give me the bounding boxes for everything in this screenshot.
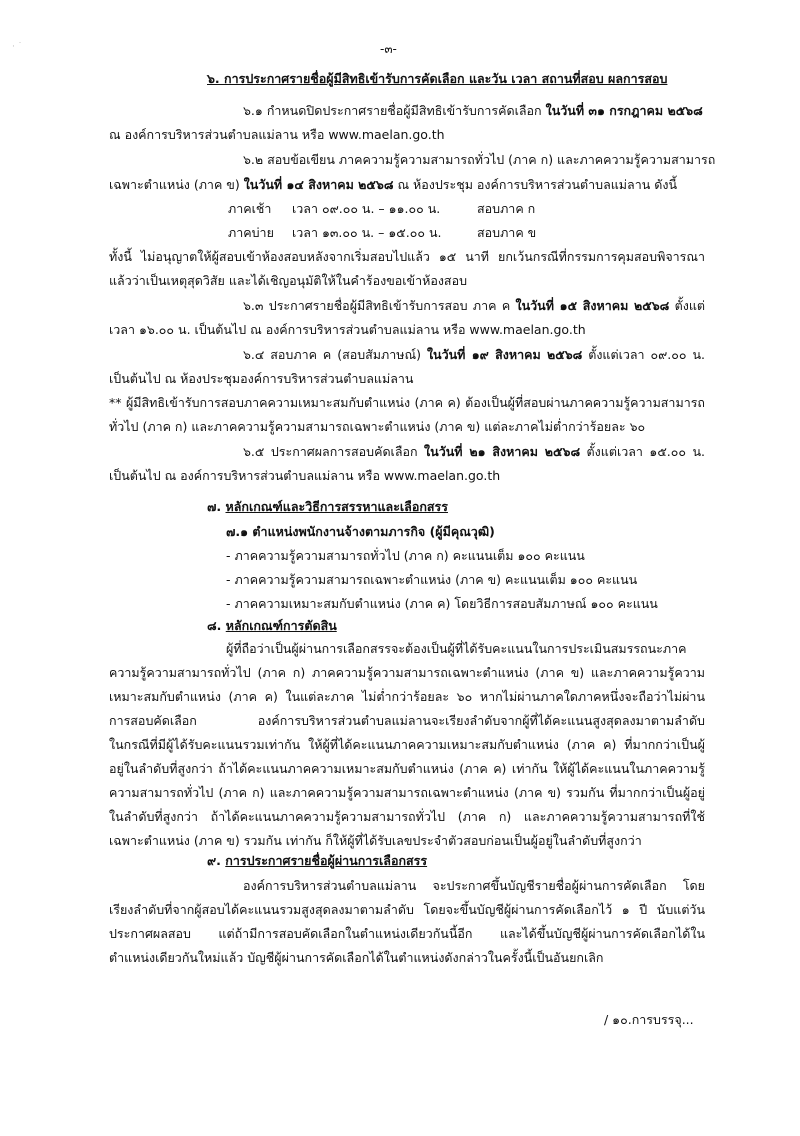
para-6-2-line-2: เฉพาะตำแหน่ง (ภาค ข) ในวันที่ ๑๔ สิงหาคม ๒๕๖๘ ณ ห้องประชุม องค์การบริหารส่วนตำบลแม่ลาน ดังนี้ — [109, 177, 678, 192]
afternoon-part: สอบภาค ข — [477, 225, 537, 240]
para-6-3-line-2: เวลา ๑๖.๐๐ น. เป็นต้นไป ณ องค์การบริหารส่วนตำบลแม่ลาน หรือ www.maelan.go.th — [109, 322, 586, 337]
judging-line-9: เฉพาะตำแหน่ง (ภาค ข) รวมกัน เท่ากัน ก็ให้ผู้ที่ได้รับเลขประจำตัวสอบก่อนเป็นผู้อยู่ในลำดับที่สูงกว่า — [109, 833, 642, 848]
afternoon-label: ภาคบ่าย — [228, 225, 274, 240]
para-6-3-line-1: ๖.๓ ประกาศรายชื่อผู้มีสิทธิเข้ารับการสอบ ภาค ค ในวันที่ ๑๕ สิงหาคม ๒๕๖๘ ตั้งแต่ — [243, 298, 705, 313]
para-6-5-line-2: เป็นต้นไป ณ องค์การบริหารส่วนตำบลแม่ลาน หรือ www.maelan.go.th — [109, 468, 501, 483]
judging-line-4: การสอบคัดเลือก องค์การบริหารส่วนตำบลแม่ลานจะเรียงลำดับจากผู้ที่ได้คะแนนสูงสุดลงมาตามลำดับ — [109, 713, 705, 728]
para-6-4-line-1: ๖.๔ สอบภาค ค (สอบสัมภาษณ์) ในวันที่ ๑๙ สิงหาคม ๒๕๖๘ ตั้งแต่เวลา ๐๙.๐๐ น. — [243, 347, 705, 362]
page-number: -๓- — [380, 42, 397, 56]
note-line-1: ** ผู้มีสิทธิเข้ารับการสอบภาคความเหมาะสมกับตำแหน่ง (ภาค ค) ต้องเป็นผู้ที่สอบผ่านภาคความรู้ความสามารถ — [109, 395, 705, 410]
para-6-4-line-2: เป็นต้นไป ณ ห้องประชุมองค์การบริหารส่วนตำบลแม่ลาน — [109, 371, 414, 386]
afternoon-time: เวลา ๑๓.๐๐ น. – ๑๕.๐๐ น. — [292, 225, 442, 240]
judging-line-5: ในกรณีที่มีผู้ได้รับคะแนนรวมเท่ากัน ให้ผู้ที่ได้คะแนนภาคความเหมาะสมกับตำแหน่ง (ภาค ค) ที่มากกว่าเป็นผู้ — [109, 737, 705, 752]
para-6-1-line-1: ๖.๑ กำหนดปิดประกาศรายชื่อผู้มีสิทธิเข้ารับการคัดเลือก ในวันที่ ๓๑ กรกฎาคม ๒๕๖๘ — [243, 103, 703, 118]
scan-speck: · ˙ — [12, 42, 23, 52]
criteria-item-2: - ภาคความรู้ความสามารถเฉพาะตำแหน่ง (ภาค ข) คะแนนเต็ม ๑๐๐ คะแนน — [226, 572, 638, 587]
criteria-item-1: - ภาคความรู้ความสามารถทั่วไป (ภาค ก) คะแนนเต็ม ๑๐๐ คะแนน — [226, 548, 585, 563]
criteria-item-3: - ภาคความเหมาะสมกับตำแหน่ง (ภาค ค) โดยวิธีการสอบสัมภาษณ์ ๑๐๐ คะแนน — [226, 596, 658, 611]
announcement-line-1: องค์การบริหารส่วนตำบลแม่ลาน จะประกาศขึ้นบัญชีรายชื่อผู้ผ่านการคัดเลือก โดย — [243, 878, 705, 893]
judging-line-3: เหมาะสมกับตำแหน่ง (ภาค ค) ในแต่ละภาค ไม่ต่ำกว่าร้อยละ ๖๐ หากไม่ผ่านภาคใดภาคหนึ่งจะถือว่าไม่ผ่าน — [109, 689, 705, 704]
section-9-heading: ๙. การประกาศรายชื่อผู้ผ่านการเลือกสรร — [207, 853, 428, 868]
judging-line-2: ความรู้ความสามารถทั่วไป (ภาค ก) ภาคความรู้ความสามารถเฉพาะตำแหน่ง (ภาค ข) และภาคความรู้ความ — [109, 665, 705, 680]
announcement-line-4: ตำแหน่งเดียวกันใหม่แล้ว บัญชีผู้ผ่านการคัดเลือกได้ในตำแหน่งดังกล่าวในครั้งนี้เป็นอันยกเลิก — [109, 950, 604, 965]
note-line-2: ทั่วไป (ภาค ก) และภาคความรู้ความสามารถเฉพาะตำแหน่ง (ภาค ข) แต่ละภาคไม่ต่ำกว่าร้อยละ ๖๐ — [109, 419, 646, 434]
section-7-heading: ๗. หลักเกณฑ์และวิธีการสรรหาและเลือกสรร — [207, 499, 448, 514]
continuation-marker: / ๑๐.การบรรจุ... — [604, 1012, 694, 1027]
late-rule-line-1: ทั้งนี้ ไม่อนุญาตให้ผู้สอบเข้าห้องสอบหลังจากเริ่มสอบไปแล้ว ๑๕ นาที ยกเว้นกรณีที่กรรมการคุมสอบพิจารณา — [109, 249, 705, 264]
section-6-heading: ๖. การประกาศรายชื่อผู้มีสิทธิเข้ารับการคัดเลือก และวัน เวลา สถานที่สอบ ผลการสอบ — [207, 71, 668, 86]
section-8-heading: ๘. หลักเกณฑ์การตัดสิน — [207, 618, 337, 633]
para-6-1-line-2: ณ องค์การบริหารส่วนตำบลแม่ลาน หรือ www.maelan.go.th — [109, 127, 445, 142]
announcement-line-2: เรียงลำดับที่จากผู้สอบได้คะแนนรวมสูงสุดลงมาตามลำดับ โดยจะขึ้นบัญชีผู้ผ่านการคัดเลือกไว้ ๑ ปี นับแต่วัน — [109, 902, 705, 917]
announcement-line-3: ประกาศผลสอบ แต่ถ้ามีการสอบคัดเลือกในตำแหน่งเดียวกันนี้อีก และได้ขึ้นบัญชีผู้ผ่านการคัดเลือกได้ใน — [109, 926, 705, 941]
para-6-5-line-1: ๖.๕ ประกาศผลการสอบคัดเลือก ในวันที่ ๒๑ สิงหาคม ๒๕๖๘ ตั้งแต่เวลา ๑๕.๐๐ น. — [243, 444, 706, 459]
late-rule-line-2: แล้วว่าเป็นเหตุสุดวิสัย และได้เชิญอนุมัติให้ในคำร้องขอเข้าห้องสอบ — [109, 273, 468, 288]
para-6-2-line-1: ๖.๒ สอบข้อเขียน ภาคความรู้ความสามารถทั่วไป (ภาค ก) และภาคความรู้ความสามารถ — [243, 152, 716, 167]
morning-part: สอบภาค ก — [477, 201, 536, 216]
judging-line-7: ความสามารถทั่วไป (ภาค ก) และภาคความรู้ความสามารถเฉพาะตำแหน่ง (ภาค ข) รวมกัน ที่มากกว่าเป็นผู้อยู่ — [109, 785, 705, 800]
section-7-1-heading: ๗.๑ ตำแหน่งพนักงานจ้างตามภารกิจ (ผู้มีคุณวุฒิ) — [226, 524, 495, 539]
morning-label: ภาคเช้า — [228, 201, 272, 216]
judging-line-6: อยู่ในลำดับที่สูงกว่า ถ้าได้คะแนนภาคความเหมาะสมกับตำแหน่ง (ภาค ค) เท่ากัน ให้ผู้ได้คะแนนในภาคความรู้ — [109, 761, 705, 776]
morning-time: เวลา ๐๙.๐๐ น. – ๑๑.๐๐ น. — [292, 201, 441, 216]
judging-line-1: ผู้ที่ถือว่าเป็นผู้ผ่านการเลือกสรรจะต้องเป็นผู้ที่ได้รับคะแนนในการประเมินสมรรถนะภาค — [226, 641, 687, 656]
judging-line-8: ในลำดับที่สูงกว่า ถ้าได้คะแนนภาคความรู้ความสามารถทั่วไป (ภาค ก) และภาคความรู้ความสามารถที่ใช้ — [109, 809, 705, 824]
